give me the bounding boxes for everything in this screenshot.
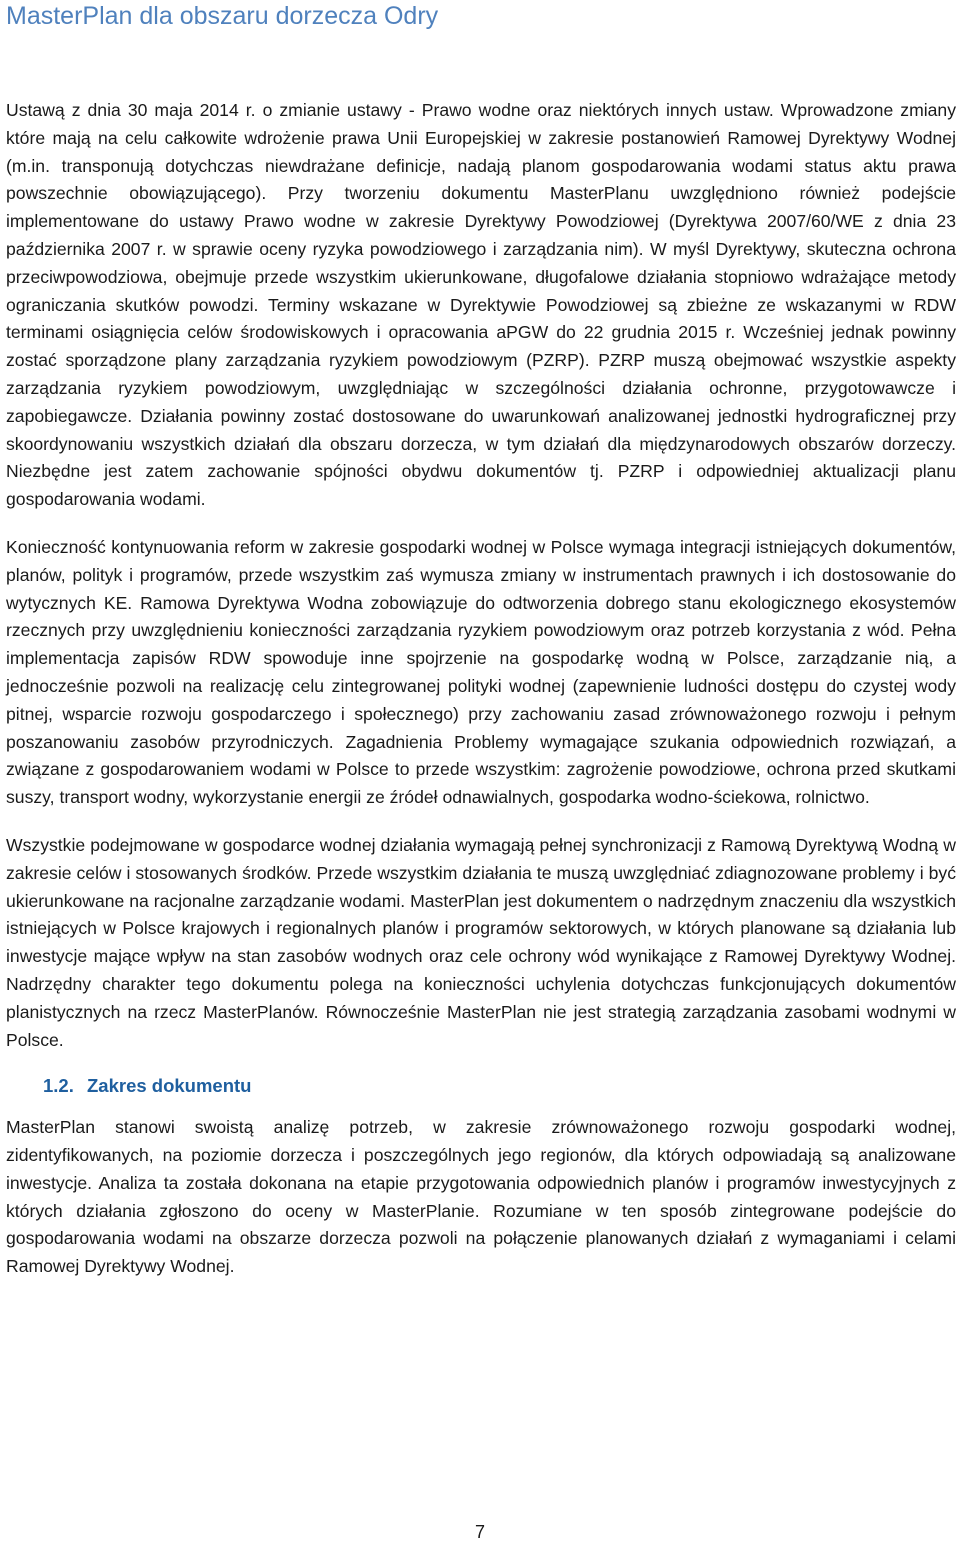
document-header-title: MasterPlan dla obszaru dorzecza Odry (6, 2, 439, 30)
page-number: 7 (474, 1522, 485, 1542)
paragraph-synchronization: Wszystkie podejmowane w gospodarce wodnej działania wymagają pełnej synchronizacji z Ramową Dyrektywą Wodną w zakresie celów i stosowanych środków. Przede wszystkim działania te muszą uwzględniać zdiagnozowane problemy i być ukierunkowane na racjonalne zarządzanie wodami. MasterPlan jest dokumentem o nadrzędnym znaczeniu dla wszystkich istniejących w Polsce krajowych i regionalnych planów i programów sektorowych, w których planowane są działania lub inwestycje mające wpływ na stan zasobów wodnych oraz cele ochrony wód wynikające z Ramowej Dyrektywy Wodnej. Nadrzędny charakter tego dokumentu polega na konieczności uchylenia dotychczas funkcjonujących dokumentów planistycznych na rzecz MasterPlanów. Równocześnie MasterPlan nie jest strategią zarządzania zasobami wodnymi w Polsce. (6, 834, 956, 1050)
section-number: 1.2. (43, 1075, 74, 1097)
paragraph-reform-needs: Konieczność kontynuowania reform w zakresie gospodarki wodnej w Polsce wymaga integracji istniejących dokumentów, planów, polityk i programów, przede wszystkim zaś wymusza zmiany w instrumentach prawnych i ich dostosowanie do wytycznych KE. Ramowa Dyrektywa Wodna zobowiązuje do odtworzenia dobrego stanu ekologicznego ekosystemów rzecznych przy uwzględnieniu konieczności zarządzania ryzykiem powodziowym oraz potrzeb korzystania z wód. Pełna implementacja zapisów RDW spowoduje inne spojrzenie na gospodarkę wodną w Polsce, zarządzanie nią, a jednocześnie pozwoli na realizację celu zintegrowanej polityki wodnej (zapewnienie ludności dostępu do czystej wody pitnej, wsparcie rozwoju gospodarczego i społecznego) przy zachowaniu zasad zrównoważonego rozwoju i pełnym poszanowaniu zasobów przyrodniczych. Zagadnienia Problemy wymagające szukania odpowiednich rozwiązań, a związane z gospodarowaniem wodami w Polsce to przede wszystkim: zagrożenie powodziowe, ochrona przed skutkami suszy, transport wodny, wykorzystanie energii ze źródeł odnawialnych, gospodarka wodno-ściekowa, rolnictwo. (6, 536, 956, 808)
paragraph-document-scope: MasterPlan stanowi swoistą analizę potrzeb, w zakresie zrównoważonego rozwoju gospodarki wodnej, zidentyfikowanych, na poziomie dorzecza i poszczególnych jego regionów, dla których odpowiadają są analizowane inwestycje. Analiza ta została dokonana na etapie przygotowania odpowiednich planów i programów inwestycyjnych z których działania zgłoszono do oceny w MasterPlanie. Rozumiane w ten sposób zintegrowane podejście do gospodarowania wodami na obszarze dorzecza pozwoli na połączenie planowanych działań z wymaganiami i celami Ramowej Dyrektywy Wodnej. (6, 1117, 956, 1277)
paragraph-legal-changes: Ustawą z dnia 30 maja 2014 r. o zmianie ustawy - Prawo wodne oraz niektórych innych ustaw. Wprowadzone zmiany które mają na celu całkowite wdrożenie prawa Unii Europejskiej w zakresie postanowień Ramowej Dyrektywy Wodnej (m.in. transponują dotychczas niewdrażane definicje, nadają planom gospodarowania wodami status aktu prawa powszechnie obowiązującego). Przy tworzeniu dokumentu MasterPlanu uwzględniono również podejście implementowane do ustawy Prawo wodne w zakresie Dyrektywy Powodziowej (Dyrektywa 2007/60/WE z dnia 23 października 2007 r. w sprawie oceny ryzyka powodziowego i zarządzania nim). W myśl Dyrektywy, skuteczna ochrona przeciwpowodziowa, obejmuje przede wszystkim ukierunkowane, długofalowe działania stopniowo wdrażające metody ograniczania skutków powodzi. Terminy wskazane w Dyrektywie Powodziowej są zbieżne ze wskazanymi w RDW terminami osiągnięcia celów środowiskowych i opracowania aPGW do 22 grudnia 2015 r. Wcześniej jednak powinny zostać sporządzone plany zarządzania ryzykiem powodziowym (PZRP). PZRP muszą obejmować wszystkie aspekty zarządzania ryzykiem powodziowym, uwzględniając w szczególności działania ochronne, przygotowawcze i zapobiegawcze. Działania powinny zostać dostosowane do uwarunkowań analizowanej jednostki hydrograficznej przy skoordynowaniu wszystkich działań dla obszaru dorzecza, w tym działań dla międzynarodowych obszarów dorzeczy. Niezbędne jest zatem zachowanie spójności obydwu dokumentów tj. PZRP i odpowiedniej aktualizacji planu gospodarowania wodami. (6, 100, 956, 510)
section-heading (6, 1074, 956, 1098)
document-body (6, 97, 956, 1301)
section-title: Zakres dokumentu (87, 1075, 252, 1097)
